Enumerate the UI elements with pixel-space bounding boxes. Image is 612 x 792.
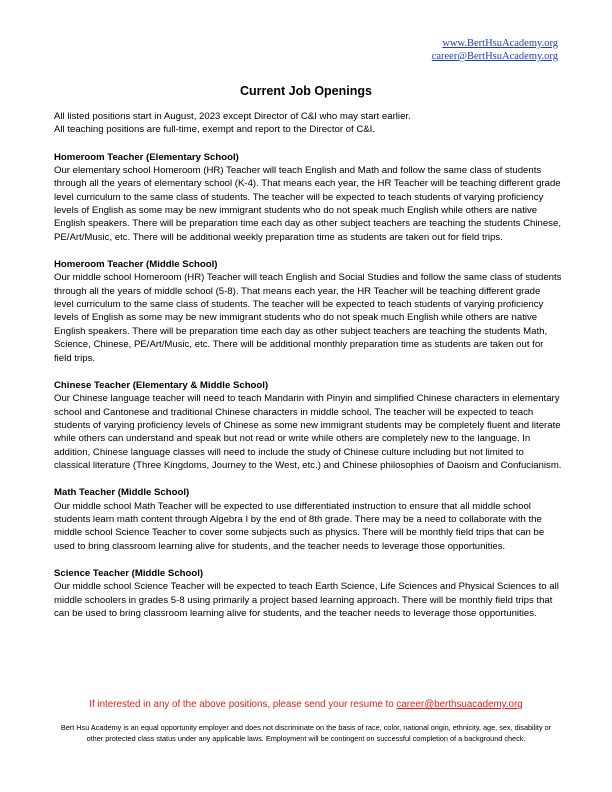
apply-callout xyxy=(0,699,612,710)
contact-block xyxy=(432,37,558,63)
job-heading: Homeroom Teacher (Middle School) xyxy=(54,259,218,271)
job-heading: Chinese Teacher (Elementary & Middle School) xyxy=(54,379,269,391)
apply-text: If interested in any of the above positions, please send your resume to xyxy=(89,699,397,710)
job-heading: Homeroom Teacher (Elementary School) xyxy=(54,151,239,163)
job-description: Our middle school Homeroom (HR) Teacher will teach English and Social Studies and follow the same class of students through all the years of middle school (5-8). That means each year, the HR Teacher will be teaching different grade level curriculum to the same class of students. The teacher will be expected to teach students of varying proficiency levels of English as some may be new immigrant students who do not speak much English while others are native English speakers. There will be preparation time each day as other subject teachers are teaching the students Math, Science, Chinese, PE/Art/Music, etc. There will be additional monthly preparation time as students are taken out for field trips. xyxy=(54,272,562,364)
website-link[interactable]: www.BertHsuAcademy.org xyxy=(442,38,558,49)
job-section xyxy=(54,567,562,620)
job-heading: Math Teacher (Middle School) xyxy=(54,487,190,499)
job-description: Our middle school Math Teacher will be expected to use differentiated instruction to ensure that all middle school students learn math content through Algebra I by the end of 8th grade. There may be a need to collaborate with the middle school Science Teacher to cover some subjects such as physics. There will be monthly field trips that can be used to bring classroom learning alive for students, and the teacher needs to leverage those opportunities. xyxy=(54,500,545,552)
job-heading: Science Teacher (Middle School) xyxy=(54,567,204,579)
intro-line: All listed positions start in August, 2023 except Director of C&I who may start earlier. xyxy=(54,111,411,122)
job-section xyxy=(54,486,562,553)
job-description: Our middle school Science Teacher will be expected to teach Earth Science, Life Sciences and Physical Sciences to all middle schoolers in grades 5-8 using primarily a project based learning approach. There will be monthly field trips that can be used to bring classroom learning alive for students, and the teacher needs to leverage those opportunities. xyxy=(54,581,559,619)
apply-email-link[interactable]: career@berthsuacademy.org xyxy=(396,699,523,710)
intro xyxy=(54,110,562,137)
job-description: Our Chinese language teacher will need to teach Mandarin with Pinyin and simplified Chinese characters in elementary school and Cantonese and traditional Chinese characters in middle school. The teacher will be expected to teach students of varying proficiency levels of Chinese as some new immigrant students may be completely fluent and literate while others can understand and speak but not read or write while others are completely new to the language. In addition, Chinese language classes will need to include the study of Chinese culture including but not limited to classical literature (Three Kingdoms, Journey to the West, etc.) and Chinese philosophies of Daoism and Confucianism. xyxy=(54,393,562,471)
document-body xyxy=(54,110,562,620)
job-section xyxy=(54,258,562,365)
intro-line: All teaching positions are full-time, exempt and report to the Director of C&I. xyxy=(54,124,376,136)
job-section xyxy=(54,151,562,244)
job-description: Our elementary school Homeroom (HR) Teacher will teach English and Math and follow the same class of students through all the years of elementary school (K-4). That means each year, the HR Teacher will be teaching different grade level curriculum to the same class of students. The teacher will be expected to teach students of varying proficiency levels of English as some may be new immigrant students who do not speak much English while others are native English speakers. There will be preparation time each day as other subject teachers are teaching the students Chinese, PE/Art/Music, etc. There will be additional weekly preparation time as students are taken out for field trips. xyxy=(54,165,561,243)
eeo-disclaimer: Bert Hsu Academy is an equal opportunity employer and does not discriminate on the basis of race, color, national origin, ethnicity, age, sex, disability or other protected class status under any applicable laws. Employment will be contingent on successful completion of a background check. xyxy=(60,723,552,743)
page-title: Current Job Openings xyxy=(240,84,372,98)
email-link[interactable]: career@BertHsuAcademy.org xyxy=(431,51,558,62)
job-section xyxy=(54,379,562,472)
